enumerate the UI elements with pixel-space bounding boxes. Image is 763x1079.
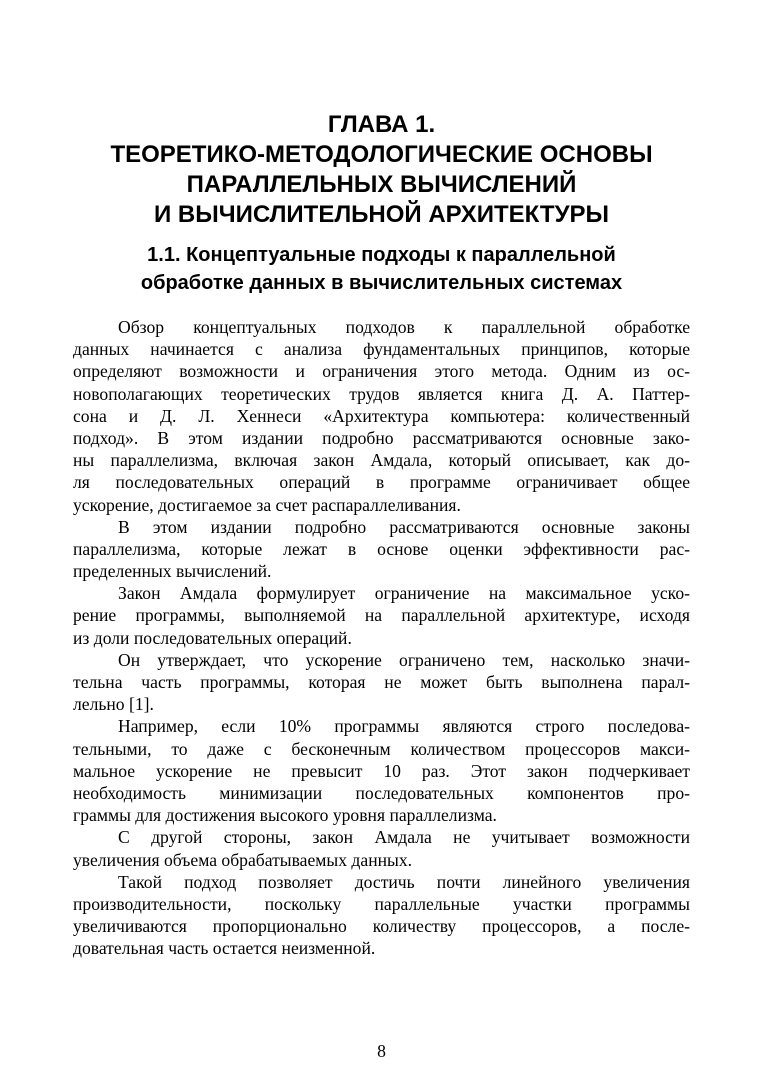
paragraph-line: Обзор концептуальных подходов к параллельной обработке [118,317,690,337]
paragraph [73,871,690,960]
paragraph [73,516,690,583]
paragraph-line: лельно [1]. [73,694,154,715]
paragraph-line: тельными, то даже с бесконечным количеством процессоров макси- [73,738,690,759]
paragraph-line: В этом издании подробно рассматриваются основные законы [118,516,690,537]
paragraph-line: пределенных вычислений. [73,561,272,582]
paragraph-line: ля последовательных операций в программе ограничивает общее [73,472,690,493]
paragraph [73,715,690,826]
chapter-title-line: ТЕОРЕТИКО-МЕТОДОЛОГИЧЕСКИЕ ОСНОВЫ [110,141,653,168]
page-number: 8 [377,1041,386,1061]
paragraph-line: С другой стороны, закон Амдала не учитывает возможности [118,827,690,848]
paragraph-line: Например, если 10% программы являются строго последова- [118,716,690,737]
paragraph-line: тельна часть программы, которая не может быть выполнена парал- [73,672,690,692]
paragraph-line: увеличения объема обрабатываемых данных. [73,849,413,870]
paragraph-line: подход». В этом издании подробно рассматриваются основные зако- [73,427,690,448]
paragraph-line: производительности, поскольку параллельные участки программы [73,893,690,914]
paragraph-line: параллелизма, которые лежат в основе оценки эффективности рас- [73,538,690,559]
paragraph-line: определяют возможности и ограничения этого метода. Одним из ос- [73,361,690,382]
paragraph-line: новополагающих теоретических трудов является книга Д. А. Паттер- [73,383,690,404]
paragraph [73,826,690,870]
paragraph-line: увеличиваются пропорционально количеству процессоров, а после- [73,916,690,937]
paragraph-line: сона и Д. Л. Хеннеси «Архитектура компьютера: количественный [73,405,690,426]
paragraph [73,649,690,716]
chapter-title-line: ГЛАВА 1. [327,111,436,138]
body-text [73,316,690,959]
chapter-title-line: И ВЫЧИСЛИТЕЛЬНОЙ АРХИТЕКТУРЫ [153,201,610,228]
paragraph-line: данных начинается с анализа фундаментальных принципов, которые [73,339,690,360]
page-content [73,110,690,959]
paragraph-line: необходимость минимизации последовательных компонентов про- [73,782,690,803]
section-title-line: обработке данных в вычислительных системах [140,272,623,294]
chapter-title [73,110,690,230]
paragraph-line: ны параллелизма, включая закон Амдала, который описывает, как до- [73,450,690,471]
paragraph-line: довательная часть остается неизменной. [73,938,376,959]
section-title [73,241,690,297]
paragraph-line: Закон Амдала формулирует ограничение на максимальное уско- [118,583,690,604]
paragraph-line: ускорение, достигаемое за счет распараллеливания. [73,494,461,515]
paragraph-line: Он утверждает, что ускорение ограничено тем, насколько значи- [118,649,690,670]
paragraph [73,316,690,516]
paragraph-line: мальное ускорение не превысит 10 раз. Этот закон подчеркивает [73,760,690,781]
paragraph-line: рение программы, выполняемой на параллельной архитектуре, исходя [73,605,690,626]
paragraph-line: Такой подход позволяет достичь почти линейного увеличения [118,871,690,892]
paragraph-line: граммы для достижения высокого уровня параллелизма. [73,805,497,826]
chapter-title-line: ПАРАЛЛЕЛЬНЫХ ВЫЧИСЛЕНИЙ [186,171,577,198]
section-title-line: 1.1. Концептуальные подходы к параллельной [147,244,616,266]
paragraph [73,582,690,649]
paragraph-line: из доли последовательных операций. [73,627,352,648]
